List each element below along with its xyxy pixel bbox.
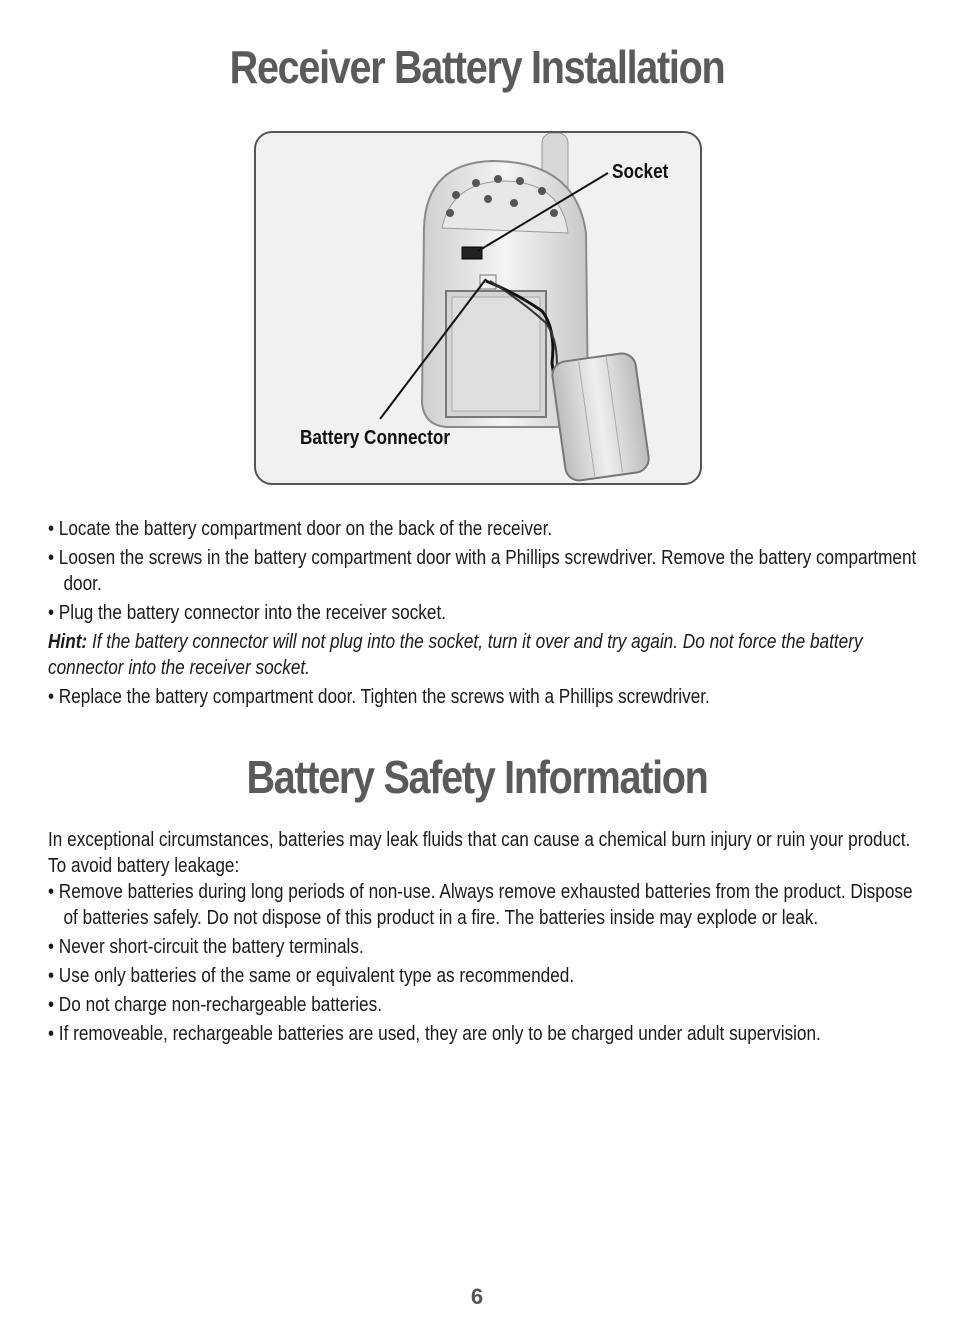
receiver-battery-photo [254, 131, 702, 485]
step-item: • Plug the battery connector into the receiver socket. [48, 602, 447, 624]
hint-label: Hint: [48, 631, 88, 653]
battery-connector-label: Battery Connector [300, 427, 451, 449]
section-title-installation: Receiver Battery Installation [229, 41, 725, 93]
step-item: • Locate the battery compartment door on the back of the receiver. [48, 518, 553, 540]
safety-item: • If removeable, rechargeable batteries are used, they are only to be charged under adult supervision. [48, 1023, 821, 1045]
safety-information [48, 827, 917, 1047]
section-title-safety: Battery Safety Information [246, 751, 708, 803]
safety-item: • Never short-circuit the battery terminals. [48, 936, 364, 958]
safety-intro: In exceptional circumstances, batteries may leak fluids that can cause a chemical burn injury or ruin your product. To avoid battery leakage: [48, 829, 911, 877]
step-item: • Loosen the screws in the battery compartment door with a Phillips screwdriver. Remove the battery compartment door. [48, 547, 917, 595]
installation-steps [48, 516, 917, 710]
hint-note [48, 629, 917, 681]
safety-item: • Use only batteries of the same or equivalent type as recommended. [48, 965, 575, 987]
hint-text: If the battery connector will not plug into the socket, turn it over and try again. Do not force the battery connector into the receiver socket. [48, 631, 863, 679]
safety-item: • Do not charge non-rechargeable batteries. [48, 994, 382, 1016]
page-number: 6 [470, 1284, 484, 1309]
step-item: • Replace the battery compartment door. Tighten the screws with a Phillips screwdriver. [48, 686, 710, 708]
socket-label: Socket [612, 161, 669, 183]
safety-item: • Remove batteries during long periods of non-use. Always remove exhausted batteries from the product. Dispose of batteries safely. Do not dispose of this product in a fire. The batteries inside may explode or leak. [48, 881, 913, 929]
